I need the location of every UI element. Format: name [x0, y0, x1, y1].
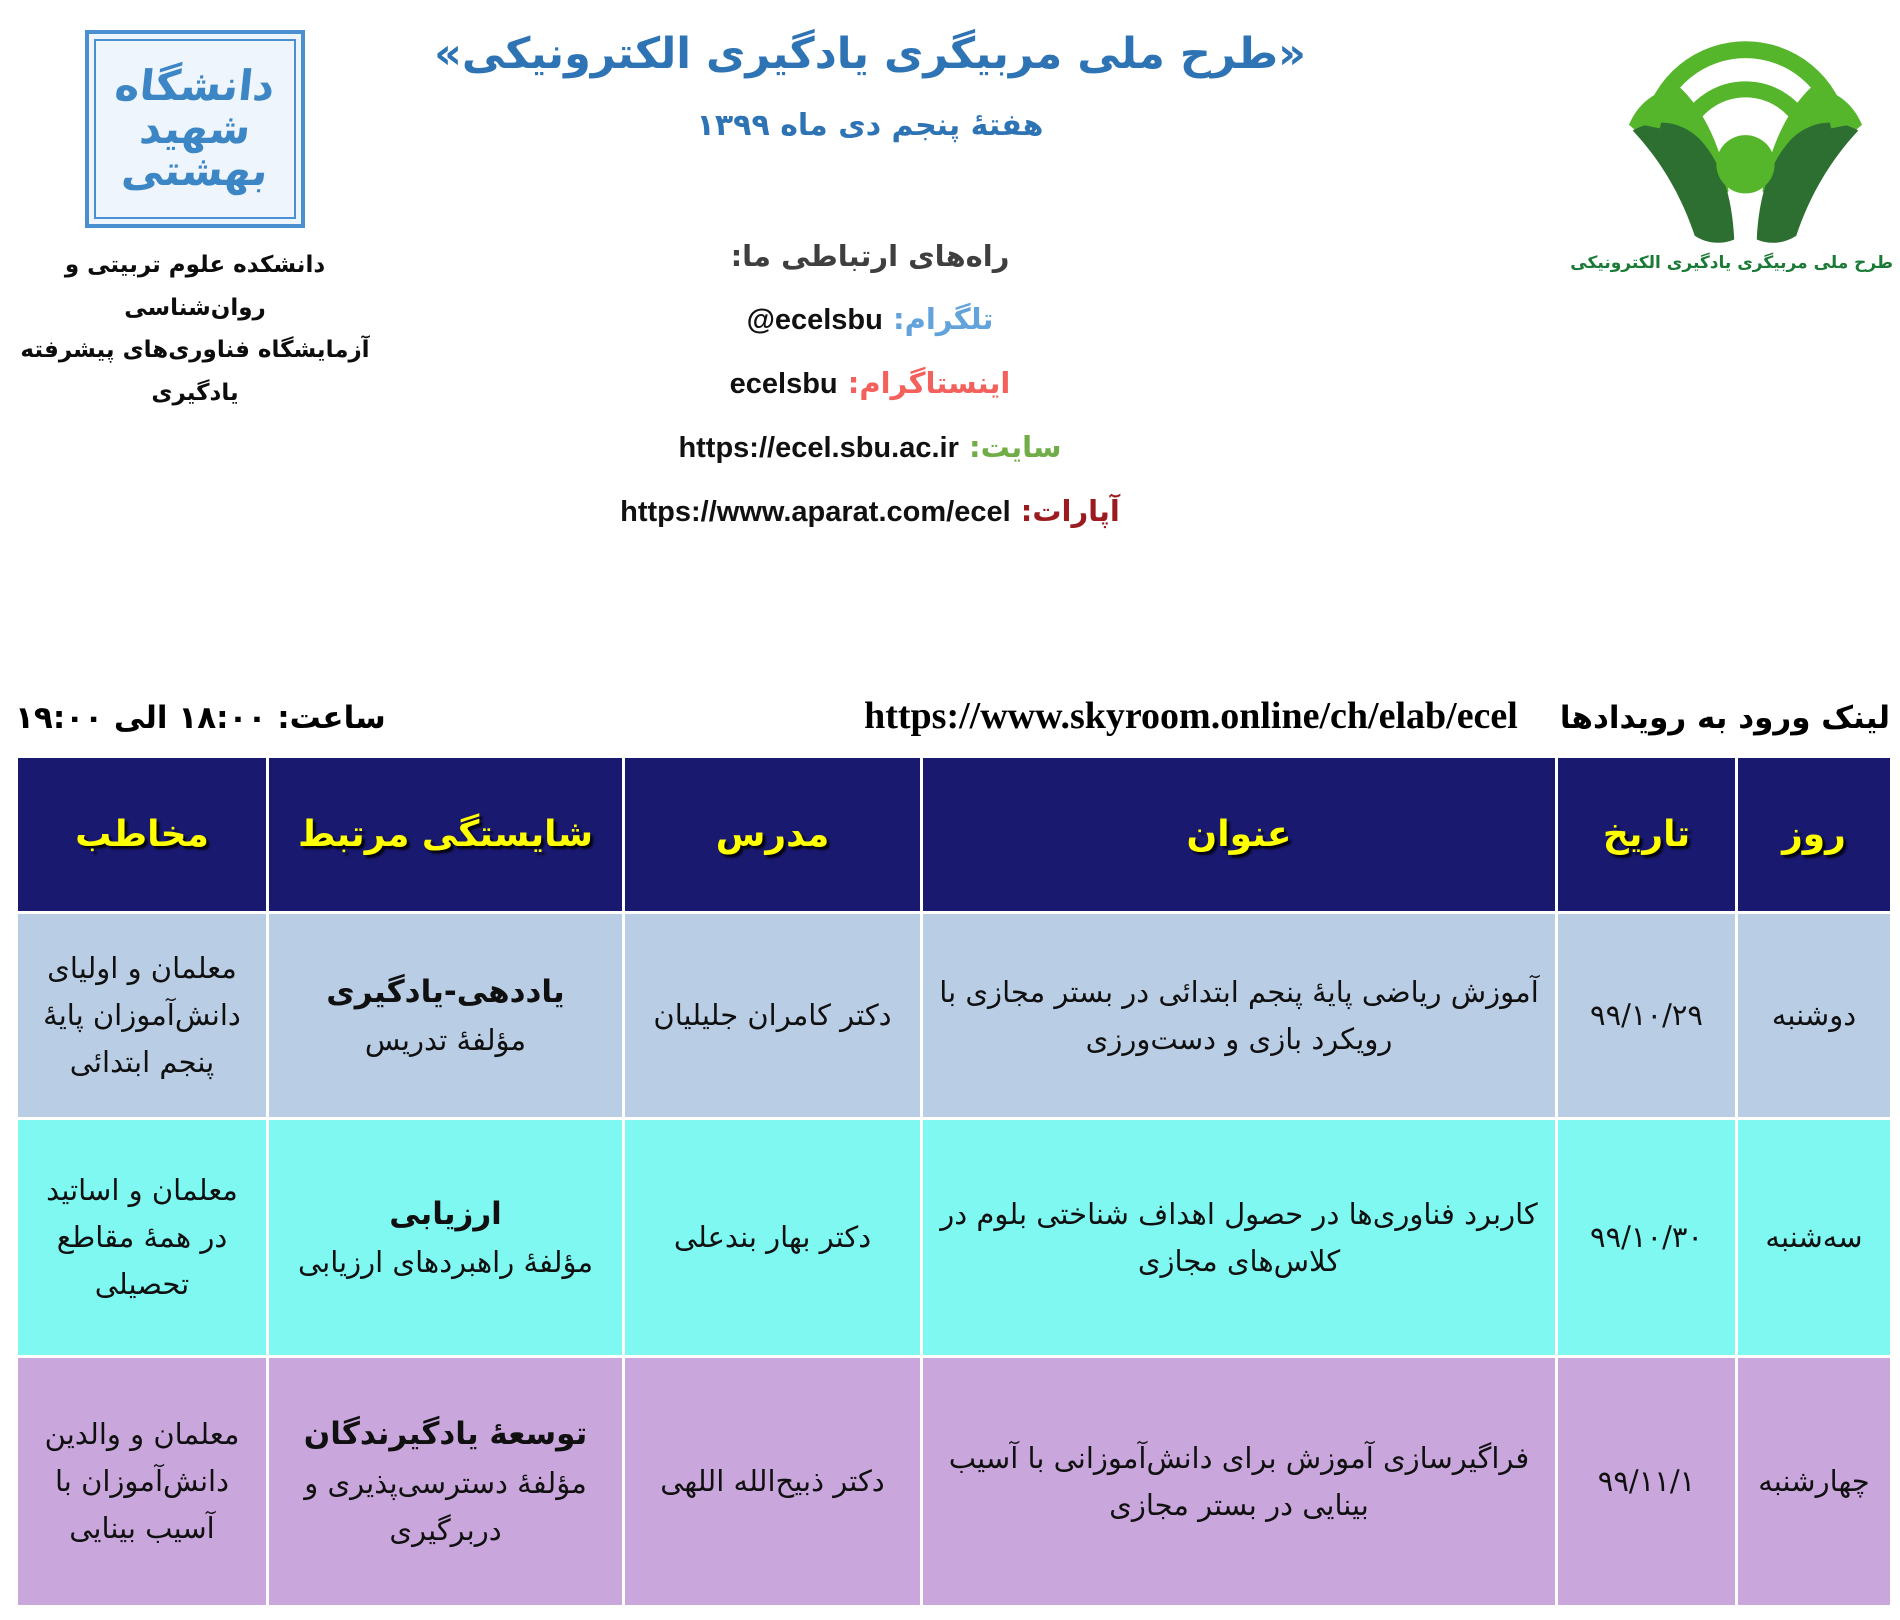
competency-main: یاددهی-یادگیری	[326, 973, 565, 1010]
instagram-handle[interactable]: ecelsbu	[729, 367, 838, 400]
table-row	[17, 1357, 1892, 1607]
column-header-competency: شایستگی مرتبط	[268, 757, 624, 913]
competency-main: توسعۀ یادگیرندگان	[303, 1416, 588, 1453]
contact-heading: راه‌های ارتباطی ما:	[730, 238, 1010, 273]
column-header-date: تاریخ	[1557, 757, 1737, 913]
cell-title: کاربرد فناوری‌ها در حصول اهداف شناختی بلوم در کلاس‌های مجازی	[922, 1119, 1557, 1357]
cell-competency	[268, 913, 624, 1119]
cell-instructor: دکتر بهار بندعلی	[624, 1119, 922, 1357]
telegram-handle[interactable]: @ecelsbu	[746, 303, 883, 336]
skyroom-url-link[interactable]: https://www.skyroom.online/ch/elab/ecel	[864, 695, 1518, 737]
table-header-row	[17, 757, 1892, 913]
column-header-day: روز	[1737, 757, 1892, 913]
cell-date: ۹۹/۱۰/۳۰	[1557, 1119, 1737, 1357]
cell-instructor: دکتر کامران جلیلیان	[624, 913, 922, 1119]
cell-day: دوشنبه	[1737, 913, 1892, 1119]
cell-date: ۹۹/۱۰/۲۹	[1557, 913, 1737, 1119]
contact-line-instagram	[420, 366, 1320, 401]
sbu-logo-word: شهید	[137, 103, 253, 153]
aparat-url-link[interactable]: https://www.aparat.com/ecel	[620, 495, 1011, 528]
cell-title: آموزش ریاضی پایۀ پنجم ابتدائی در بستر مجازی با رویکرد بازی و دست‌ورزی	[922, 913, 1557, 1119]
sbu-logo-calligraphy	[94, 39, 296, 219]
sbu-logo-word: دانشگاه	[112, 60, 278, 110]
poster-subtitle: هفتۀ پنجم دی ماه ۱۳۹۹	[696, 107, 1044, 143]
telegram-label: تلگرام:	[892, 301, 994, 336]
cell-audience: معلمان و اولیای دانش‌آموزان پایۀ پنجم ابتدائی	[17, 913, 268, 1119]
column-header-title: عنوان	[922, 757, 1557, 913]
schedule-table	[15, 755, 1893, 1608]
competency-sub: مؤلفۀ تدریس	[364, 1023, 527, 1058]
faculty-name: دانشکده علوم تربیتی و روان‌شناسی	[64, 252, 326, 321]
header-center-block	[420, 28, 1320, 529]
university-block	[20, 30, 370, 414]
contact-line-aparat	[420, 494, 1320, 529]
cell-title: فراگیرسازی آموزش برای دانش‌آموزانی با آسیب بینایی در بستر مجازی	[922, 1357, 1557, 1607]
competency-main: ارزیابی	[389, 1195, 502, 1232]
column-header-instructor: مدرس	[624, 757, 922, 913]
contact-line-telegram	[420, 302, 1320, 337]
cell-day: سه‌شنبه	[1737, 1119, 1892, 1357]
competency-sub: مؤلفۀ دسترسی‌پذیری و دربرگیری	[304, 1465, 587, 1547]
table-row	[17, 913, 1892, 1119]
org-logo-caption: طرح ملی مربیگری یادگیری الکترونیکی	[1570, 253, 1893, 273]
poster-title: «طرح ملی مربیگری یادگیری الکترونیکی»	[434, 29, 1306, 79]
lab-name: آزمایشگاه فناوری‌های پیشرفته یادگیری	[20, 337, 370, 406]
cell-competency	[268, 1357, 624, 1607]
website-label: سایت:	[968, 429, 1062, 464]
event-link-label: لینک ورود به رویدادها	[1559, 700, 1890, 736]
cell-competency	[268, 1119, 624, 1357]
event-link-bar	[15, 694, 1890, 738]
org-logo-block	[1570, 12, 1893, 273]
sbu-university-logo	[85, 30, 305, 228]
cell-day: چهارشنبه	[1737, 1357, 1892, 1607]
table-row	[17, 1119, 1892, 1357]
elearning-coaching-logo-icon	[1623, 12, 1868, 247]
column-header-audience: مخاطب	[17, 757, 268, 913]
cell-audience: معلمان و والدین دانش‌آموزان با آسیب بینایی	[17, 1357, 268, 1607]
cell-date: ۹۹/۱۱/۱	[1557, 1357, 1737, 1607]
contact-line-website	[420, 430, 1320, 465]
website-url-link[interactable]: https://ecel.sbu.ac.ir	[678, 431, 959, 464]
sbu-logo-word: بهشتی	[119, 146, 271, 196]
aparat-label: آپارات:	[1020, 493, 1120, 528]
cell-audience: معلمان و اساتید در همۀ مقاطع تحصیلی	[17, 1119, 268, 1357]
competency-sub: مؤلفۀ راهبردهای ارزیابی	[297, 1245, 594, 1280]
event-time: ساعت: ۱۸:۰۰ الی ۱۹:۰۰	[15, 700, 386, 736]
instagram-label: اینستاگرام:	[847, 365, 1011, 400]
cell-instructor: دکتر ذبیح‌الله اللهی	[624, 1357, 922, 1607]
